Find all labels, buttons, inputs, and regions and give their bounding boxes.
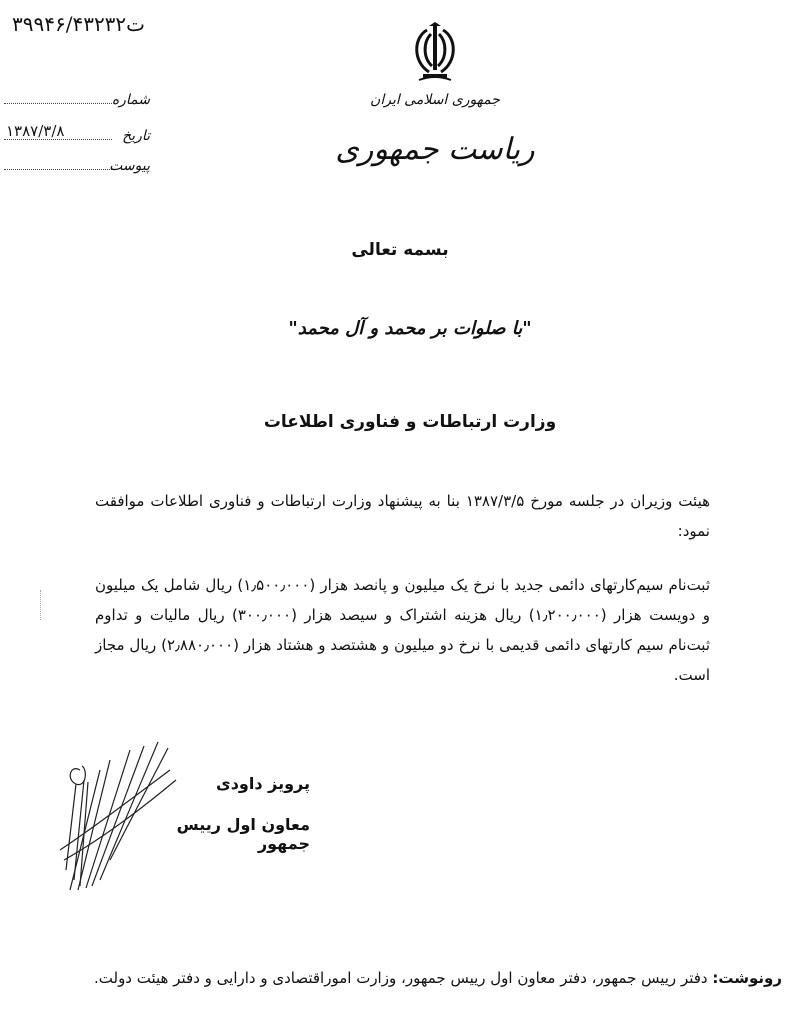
country-name: جمهوری اسلامی ایران [370, 92, 500, 108]
meta-field-number [0, 86, 150, 108]
meta-label: تاریخ [122, 128, 150, 144]
body-paragraph: ثبت‌نام سیم‌کارتهای دائمی جدید با نرخ یک میلیون و پانصد هزار (۱٫۵۰۰٫۰۰۰) ریال شامل یک میلیون و دویست هزار (۱٫۲۰۰٫۰۰۰) ریال هزینه اشتراک و سیصد هزار (۳۰۰٫۰۰۰) ریال مالیات و تداوم ثبت‌نام سیم کارتهای دائمی قدیمی با نرخ دو میلیون و هشتصد و هشتاد هزار (۲٫۸۸۰٫۰۰۰) ریال مجاز است. [95, 576, 711, 684]
scan-mark [40, 590, 42, 620]
cc-line [60, 962, 782, 994]
letter-number: ۳۹۹۴۶/ت۴۳۲۳۲ [12, 12, 145, 36]
bismillah-heading: بسمه تعالی [351, 240, 449, 260]
meta-value: ۱۳۸۷/۳/۸ [6, 122, 65, 140]
body-paragraph: هیئت وزیران در جلسه مورخ ۱۳۸۷/۳/۵ بنا به پیشنهاد وزارت ارتباطات و فناوری اطلاعات موافقت نمود: [95, 492, 711, 540]
dotted-line [4, 103, 112, 104]
meta-field-attachment [0, 152, 150, 174]
salawat-line: "با صلوات بر محمد و آل محمد" [288, 318, 532, 339]
cc-label: رونوشت: [712, 969, 782, 987]
cc-text: دفتر رییس جمهور، دفتر معاون اول رییس جمهور، وزارت اموراقتصادی و دارایی و دفتر هیئت دولت. [94, 969, 713, 987]
office-name: ریاست جمهوری [335, 132, 535, 167]
meta-label: پیوست [109, 158, 150, 174]
meta-field-date [0, 122, 150, 144]
signatory-name: پرویز داودی [216, 774, 310, 793]
recipient-heading: وزارت ارتباطات و فناوری اطلاعات [263, 412, 557, 432]
meta-label: شماره [111, 92, 150, 108]
signatory-title: معاون اول رییس جمهور [176, 815, 310, 853]
iran-emblem-icon [405, 22, 465, 84]
dotted-line [4, 169, 112, 170]
